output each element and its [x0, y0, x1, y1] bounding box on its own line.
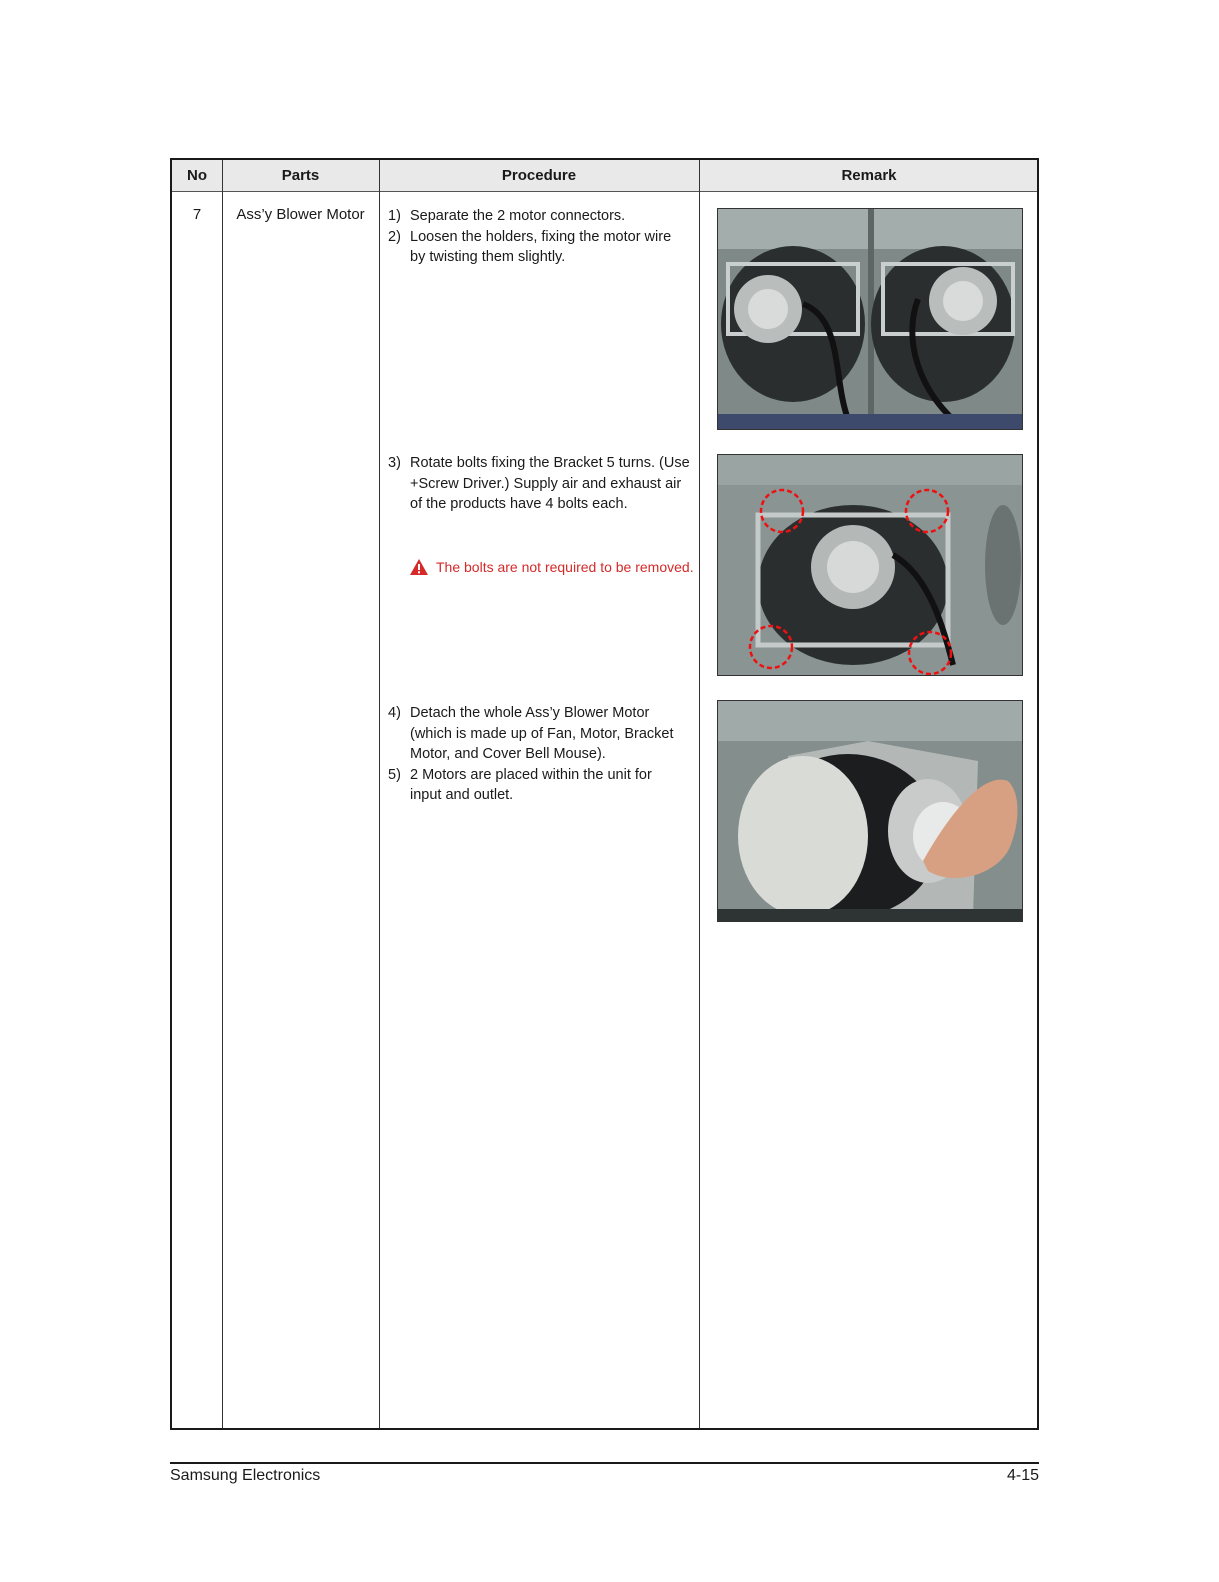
column-divider [379, 160, 380, 1428]
photo-motor-connectors [717, 208, 1023, 430]
procedure-steps-2 [388, 453, 688, 515]
footer-divider [170, 1462, 1039, 1464]
procedure-table [170, 158, 1039, 1430]
column-divider [699, 160, 700, 1428]
procedure-steps-1 [388, 206, 688, 268]
procedure-step [388, 765, 670, 806]
step-text: Loosen the holders, fixing the motor wire by twisting them slightly. [410, 228, 672, 265]
warning-text: The bolts are not required to be removed. [436, 559, 694, 575]
step-text: Separate the 2 motor connectors. [410, 208, 626, 224]
step-number: 4) [388, 705, 401, 721]
procedure-step [388, 453, 690, 515]
column-divider [222, 160, 223, 1428]
procedure-steps-3 [388, 703, 688, 806]
step-number: 1) [388, 208, 401, 224]
step-number: 2) [388, 228, 401, 245]
step-number: 5) [388, 766, 401, 783]
header-no: No [187, 167, 207, 184]
photo-bracket-bolts [717, 454, 1023, 676]
row-number: 7 [192, 206, 202, 223]
header-procedure: Procedure [501, 167, 577, 184]
header-remark: Remark [841, 167, 897, 184]
footer-company: Samsung Electronics [170, 1467, 321, 1484]
part-name: Ass’y Blower Motor [236, 206, 365, 223]
warning-note [410, 559, 694, 575]
step-text: Rotate bolts fixing the Bracket 5 turns. (Use +Screw Driver.) Supply air and exhaust air of the products have 4 bolts each. [410, 455, 690, 512]
procedure-step [388, 703, 690, 765]
photo-detach-blower [717, 700, 1023, 922]
footer-page-number: 4-15 [1006, 1467, 1039, 1484]
procedure-step [388, 206, 688, 227]
warning-triangle-icon [410, 559, 428, 575]
table-header-row [172, 160, 1037, 192]
step-number: 3) [388, 455, 401, 471]
header-parts: Parts [281, 167, 320, 184]
procedure-step [388, 227, 680, 268]
step-text: Detach the whole Ass’y Blower Motor (which is made up of Fan, Motor, Bracket Motor, and Cover Bell Mouse). [410, 705, 674, 762]
step-text: 2 Motors are placed within the unit for input and outlet. [410, 766, 652, 803]
